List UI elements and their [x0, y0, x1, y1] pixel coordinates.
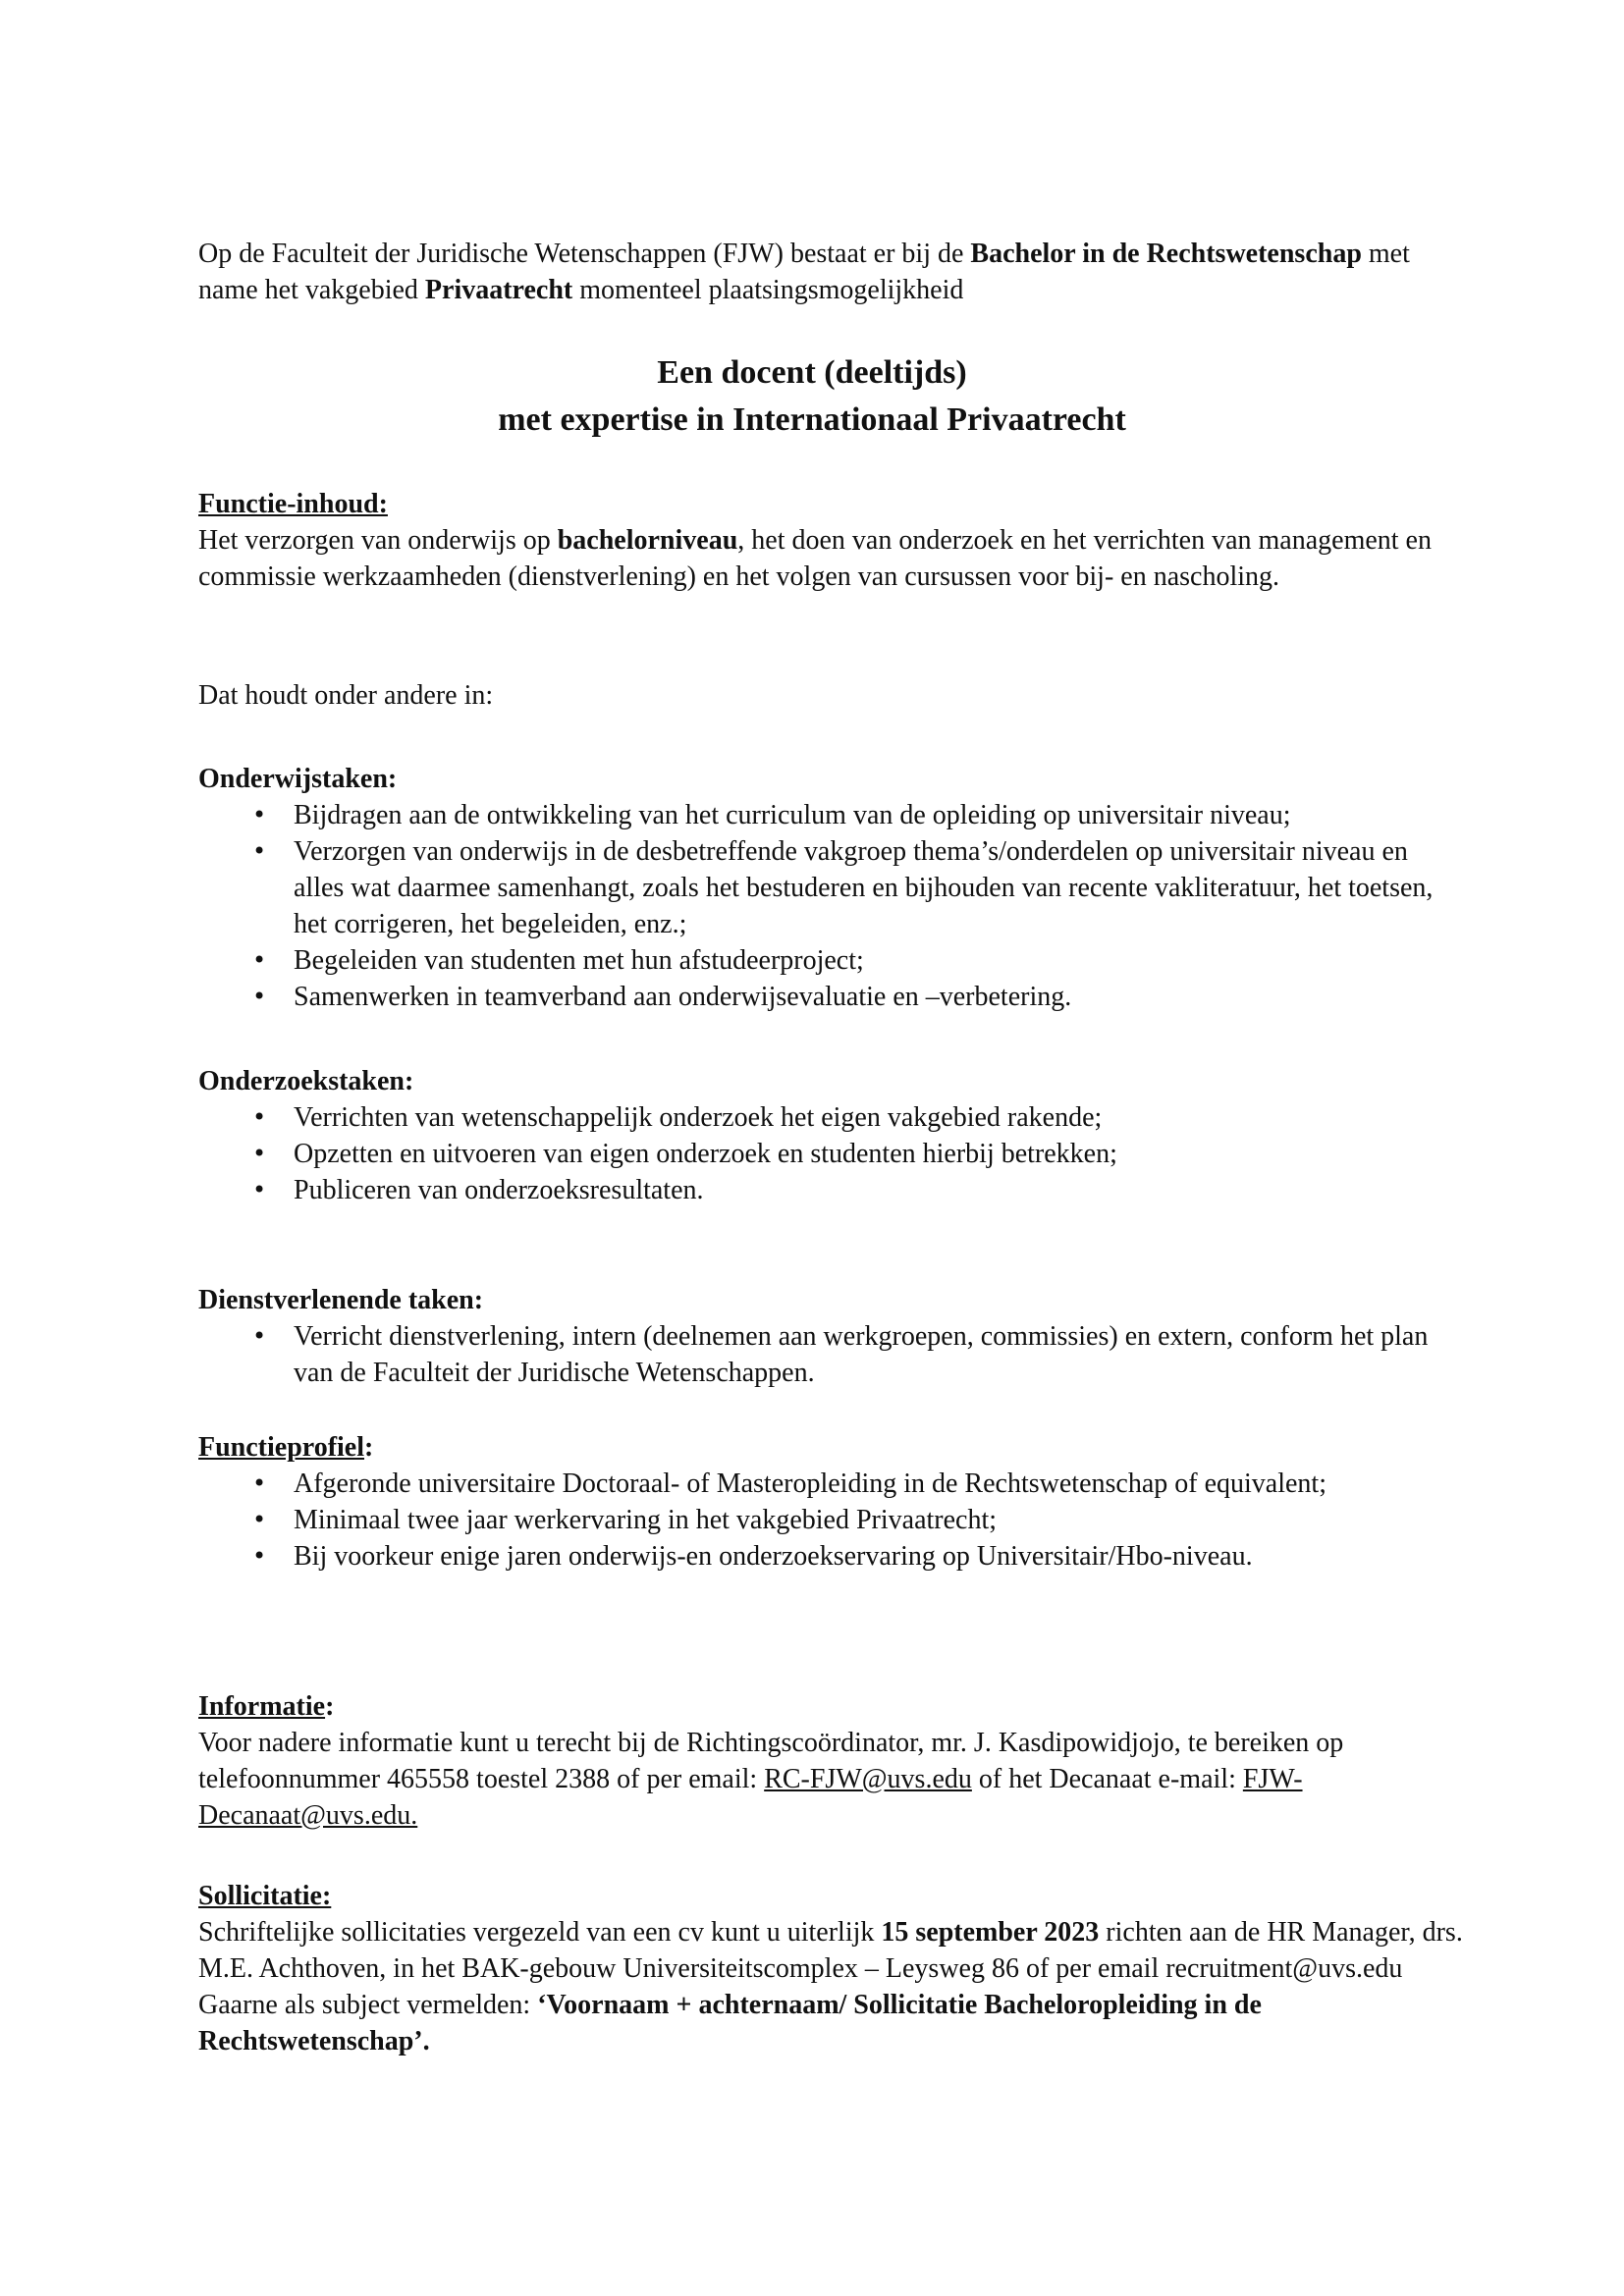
- section-onderzoekstaken: [198, 1063, 1465, 1208]
- list-item-text: Begeleiden van studenten met hun afstudeerproject;: [294, 945, 864, 976]
- sollicitatie-text: richten aan de HR Manager, drs. M.E. Achthoven, in het BAK-gebouw Universiteitscomplex – Leysweg 86 of per email recruitment@uvs.edu: [198, 1917, 1463, 1984]
- informatie-heading: [198, 1688, 1465, 1725]
- onderwijstaken-heading: Onderwijstaken:: [198, 764, 398, 794]
- informatie-text: of het Decanaat e-mail:: [971, 1764, 1243, 1794]
- bullet-icon: •: [252, 837, 267, 865]
- bullet-icon: •: [252, 983, 267, 1010]
- onderzoekstaken-list: [198, 1099, 1465, 1208]
- list-item: [198, 1538, 1465, 1575]
- list-item: [198, 833, 1465, 942]
- section-functieprofiel: [198, 1429, 1465, 1575]
- informatie-paragraph: [198, 1725, 1465, 1834]
- dienstverlenende-list: [198, 1318, 1465, 1391]
- list-item: [198, 1466, 1465, 1502]
- subject-text: Gaarne als subject vermelden:: [198, 1990, 538, 2020]
- list-item-text: Verricht dienstverlening, intern (deelnemen aan werkgroepen, commissies) en extern, conform het plan van de Faculteit der Juridische Wetenschappen.: [294, 1321, 1429, 1388]
- functieprofiel-list: [198, 1466, 1465, 1575]
- list-item-text: Minimaal twee jaar werkervaring in het vakgebied Privaatrecht;: [294, 1505, 998, 1535]
- functieprofiel-heading: [198, 1429, 1465, 1466]
- sollicitatie-heading: Sollicitatie:: [198, 1881, 332, 1911]
- bullet-icon: •: [252, 1176, 267, 1203]
- informatie-heading-text: Informatie: [198, 1691, 326, 1722]
- onderzoekstaken-heading: Onderzoekstaken:: [198, 1066, 414, 1096]
- section-dienstverlenende-taken: [198, 1282, 1465, 1391]
- informatie-text: Voor nadere informatie kunt u terecht bij de Richtingscoördinator, mr. J. Kasdipowidjojo, te bereiken op telefoonnummer 465558 toestel 2388 of per email:: [198, 1728, 1344, 1794]
- job-title-line-2: met expertise in Internationaal Privaatrecht: [498, 401, 1126, 438]
- bullet-icon: •: [252, 1469, 267, 1497]
- intro-bold-bachelor: Bachelor in de Rechtswetenschap: [970, 239, 1362, 269]
- section-sollicitatie: [198, 1878, 1465, 2059]
- list-item-text: Verzorgen van onderwijs in de desbetreffende vakgroep thema’s/onderdelen op universitair niveau en alles wat daarmee samenhangt, zoals het bestuderen en bijhouden van recente vakliteratuur, het toetsen, het corrigeren, het begeleiden, enz.;: [294, 836, 1434, 939]
- functie-inhoud-heading: Functie-inhoud:: [198, 489, 388, 519]
- bullet-icon: •: [252, 1322, 267, 1350]
- list-item-text: Bijdragen aan de ontwikkeling van het curriculum van de opleiding op universitair niveau;: [294, 800, 1291, 830]
- heading-colon: :: [364, 1432, 374, 1463]
- sollicitatie-text: Schriftelijke sollicitaties vergezeld van een cv kunt u uiterlijk: [198, 1917, 882, 1948]
- list-item-text: Bij voorkeur enige jaren onderwijs-en onderzoekservaring op Universitair/Hbo-niveau.: [294, 1541, 1253, 1572]
- bullet-icon: •: [252, 946, 267, 974]
- onderwijstaken-list: [198, 797, 1465, 1015]
- list-item: [198, 942, 1465, 979]
- functie-inhoud-paragraph: [198, 522, 1465, 595]
- functie-inhoud-bold: bachelorniveau: [557, 525, 738, 556]
- list-item: [198, 1502, 1465, 1538]
- section-onderwijstaken: [198, 761, 1465, 1015]
- list-item-text: Opzetten en uitvoeren van eigen onderzoek en studenten hierbij betrekken;: [294, 1139, 1117, 1169]
- intro-text: met name het vakgebied: [198, 239, 1410, 305]
- list-item: [198, 1136, 1465, 1172]
- functie-inhoud-text: Het verzorgen van onderwijs op: [198, 525, 558, 556]
- list-item-text: Samenwerken in teamverband aan onderwijsevaluatie en –verbetering.: [294, 982, 1072, 1012]
- list-item: [198, 797, 1465, 833]
- list-item: [198, 1318, 1465, 1391]
- list-item-text: Afgeronde universitaire Doctoraal- of Masteropleiding in de Rechtswetenschap of equivalent;: [294, 1468, 1326, 1499]
- bullet-icon: •: [252, 1506, 267, 1533]
- deadline-date: 15 september 2023: [881, 1917, 1100, 1948]
- list-item-text: Publiceren van onderzoeksresultaten.: [294, 1175, 704, 1205]
- email-link-decanaat[interactable]: FJW-Decanaat@uvs.edu.: [198, 1764, 1303, 1831]
- dat-houdt-text: Dat houdt onder andere in:: [198, 680, 494, 711]
- list-item: [198, 979, 1465, 1015]
- bullet-icon: •: [252, 801, 267, 828]
- bullet-icon: •: [252, 1140, 267, 1167]
- intro-paragraph: [198, 236, 1465, 308]
- functieprofiel-heading-text: Functieprofiel: [198, 1432, 365, 1463]
- functie-inhoud-text: , het doen van onderzoek en het verrichten van management en commissie werkzaamheden (dienstverlening) en het volgen van cursussen voor bij- en nascholing.: [198, 525, 1432, 592]
- job-title-line-1: Een docent (deeltijds): [657, 354, 967, 391]
- intro-text: Op de Faculteit der Juridische Wetenschappen (FJW) bestaat er bij de: [198, 239, 971, 269]
- sollicitatie-paragraph: [198, 1914, 1465, 1987]
- list-item: [198, 1099, 1465, 1136]
- dienstverlenende-heading: Dienstverlenende taken:: [198, 1285, 484, 1315]
- intro-text: momenteel plaatsingsmogelijkheid: [572, 275, 964, 305]
- section-informatie: [198, 1688, 1465, 1834]
- heading-colon: :: [325, 1691, 335, 1722]
- bullet-icon: •: [252, 1103, 267, 1131]
- intro-bold-privaatrecht: Privaatrecht: [424, 275, 573, 305]
- subject-paragraph: [198, 1987, 1465, 2059]
- bullet-icon: •: [252, 1542, 267, 1570]
- list-item-text: Verrichten van wetenschappelijk onderzoek het eigen vakgebied rakende;: [294, 1102, 1103, 1133]
- list-item: [198, 1172, 1465, 1208]
- section-functie-inhoud: [198, 486, 1465, 595]
- subject-bold: ‘Voornaam + achternaam/ Sollicitatie Bacheloropleiding in de Rechtswetenschap’.: [198, 1990, 1262, 2056]
- email-link-rc-fjw[interactable]: RC-FJW@uvs.edu: [764, 1764, 972, 1794]
